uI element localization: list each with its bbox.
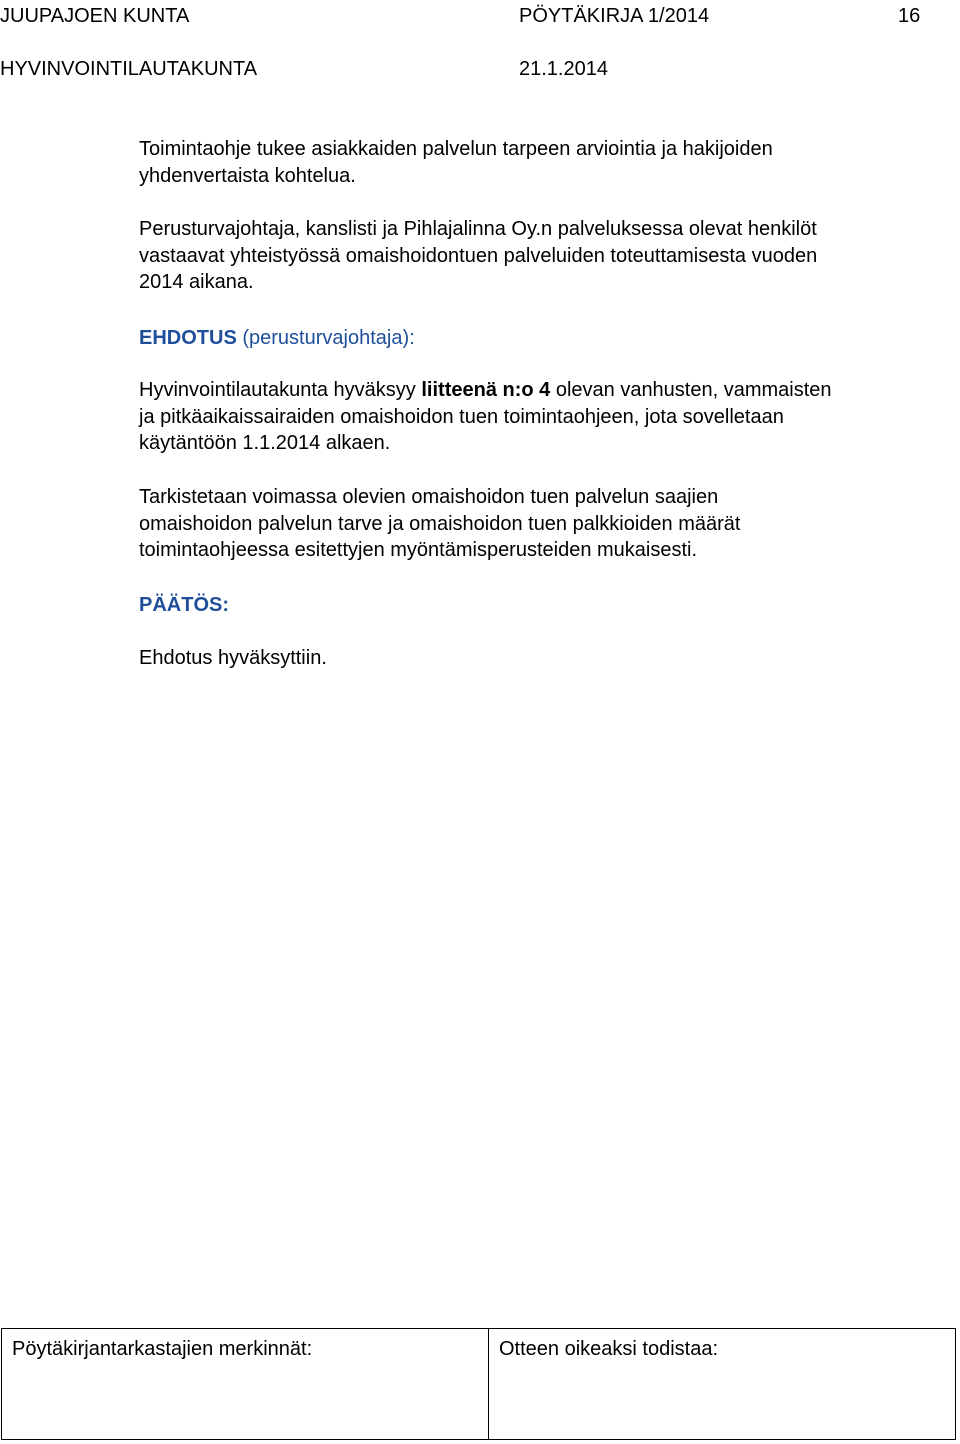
reviewers-notes-cell <box>2 1329 489 1439</box>
decision-block <box>139 645 939 672</box>
decision-heading: PÄÄTÖS: <box>139 594 229 616</box>
meeting-date: 21.1.2014 <box>519 58 608 80</box>
text-line: Perusturvajohtaja, kanslisti ja Pihlajalinna Oy.n palveluksessa olevat henkilöt <box>139 218 817 240</box>
certification-label: Otteen oikeaksi todistaa: <box>499 1338 719 1360</box>
document-title: PÖYTÄKIRJA 1/2014 <box>519 5 710 27</box>
reviewers-notes-label: Pöytäkirjantarkastajien merkinnät: <box>12 1338 313 1360</box>
text-line: toimintaohjeessa esitettyjen myöntämisperusteiden mukaisesti. <box>139 539 698 561</box>
text-line: Toimintaohje tukee asiakkaiden palvelun tarpeen arviointia ja hakijoiden <box>139 138 773 160</box>
paragraph-guideline-purpose <box>139 136 939 189</box>
proposal-label: EHDOTUS <box>139 327 237 349</box>
paragraph-review <box>139 484 939 564</box>
municipality-name: JUUPAJOEN KUNTA <box>0 5 190 27</box>
attachment-reference: liitteenä n:o 4 <box>421 379 551 401</box>
text-line: omaishoidon palvelun tarve ja omaishoidon tuen palkkioiden määrät <box>139 512 741 535</box>
proposal-text-post: olevan vanhusten, vammaisten <box>550 379 832 401</box>
text-line: vastaavat yhteistyössä omaishoidontuen palveluiden toteuttamisesta vuoden <box>139 244 818 267</box>
text-line: yhdenvertaista kohtelua. <box>139 164 356 187</box>
text-line: Tarkistetaan voimassa olevien omaishoidon tuen palvelun saajien <box>139 486 719 508</box>
signature-table <box>1 1328 956 1440</box>
proposal-author: (perusturvajohtaja): <box>236 327 415 349</box>
decision-text: Ehdotus hyväksyttiin. <box>139 647 327 669</box>
proposal-heading <box>139 325 939 352</box>
text-line: käytäntöön 1.1.2014 alkaen. <box>139 432 391 454</box>
page-number: 16 <box>898 5 921 27</box>
board-name: HYVINVOINTILAUTAKUNTA <box>0 58 258 80</box>
certification-cell <box>489 1329 955 1439</box>
text-line: 2014 aikana. <box>139 271 254 293</box>
text-line: ja pitkäaikaissairaiden omaishoidon tuen toimintaohjeen, jota sovelletaan <box>139 405 784 428</box>
paragraph-proposal <box>139 377 939 457</box>
decision-heading-block <box>139 592 939 619</box>
proposal-text-pre: Hyvinvointilautakunta hyväksyy <box>139 379 422 401</box>
paragraph-responsibilities <box>139 216 939 296</box>
